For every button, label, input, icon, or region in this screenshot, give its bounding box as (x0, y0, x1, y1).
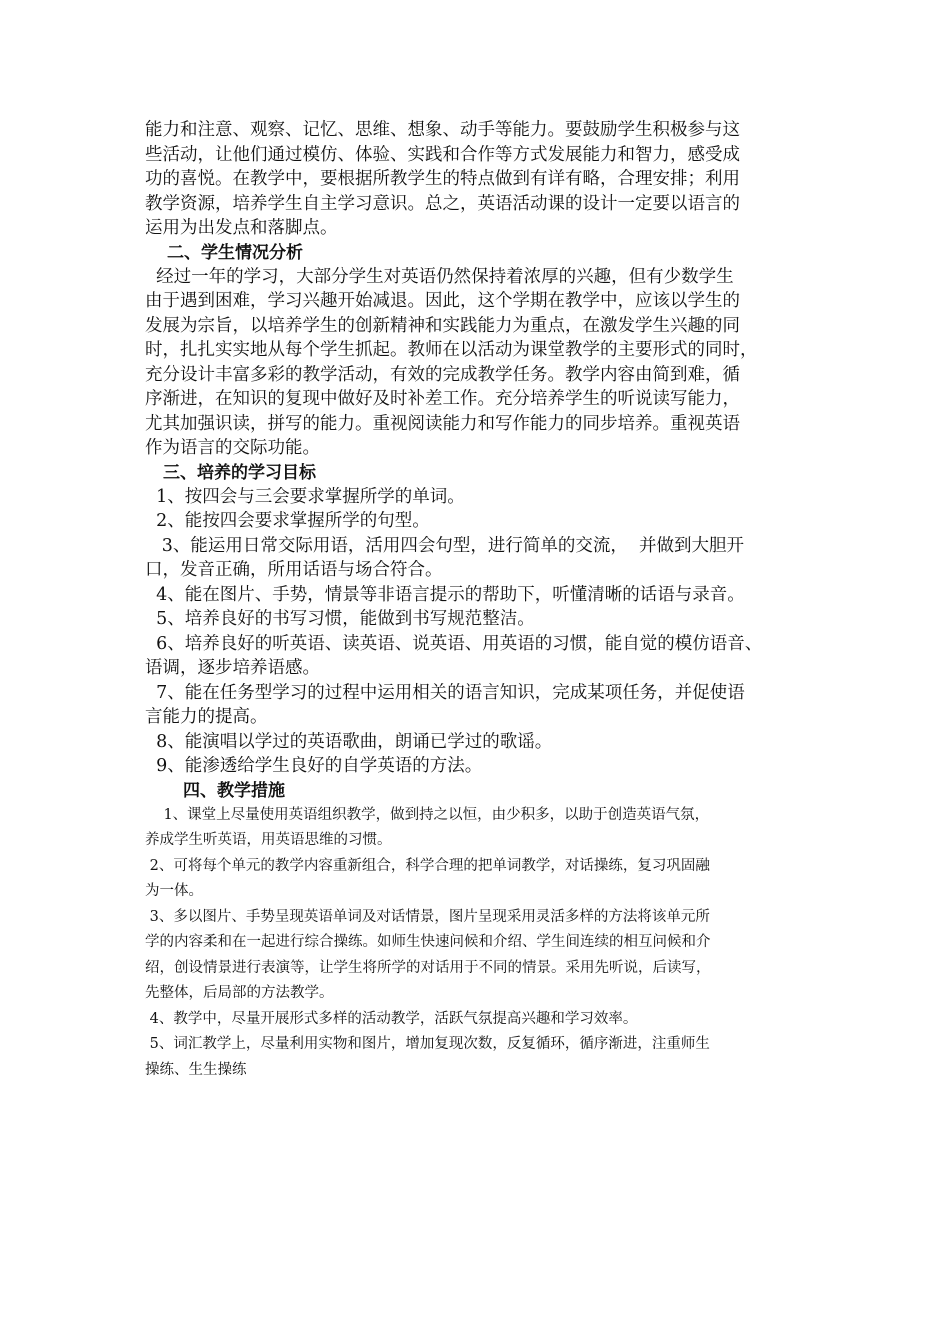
text-line: 由于遇到困难，学习兴趣开始减退。因此，这个学期在教学中，应该以学生的 (145, 291, 740, 311)
list-item: 操练、生生操练 (145, 1061, 247, 1078)
list-item: 2、可将每个单元的教学内容重新组合，科学合理的把单词教学，对话操练，复习巩固融 (145, 857, 710, 874)
list-item: 语调，逐步培养语感。 (145, 658, 320, 678)
list-item: 绍，创设情景进行表演等，让学生将所学的对话用于不同的情景。采用先听说，后读写， (145, 959, 711, 976)
list-item: 2、能按四会要求掌握所学的句型。 (145, 511, 430, 531)
list-item: 8、能演唱以学过的英语歌曲，朗诵已学过的歌谣。 (145, 731, 553, 752)
section-heading-teaching-measures: 四、教学措施 (183, 780, 285, 801)
text-line: 序渐进，在知识的复现中做好及时补差工作。充分培养学生的听说读写能力， (145, 389, 740, 409)
text-line: 经过一年的学习，大部分学生对英语仍然保持着浓厚的兴趣，但有少数学生 (145, 266, 734, 287)
document-page (145, 118, 825, 1083)
list-item: 言能力的提高。 (145, 707, 268, 727)
list-item: 先整体，后局部的方法教学。 (145, 985, 334, 1001)
list-item: 6、培养良好的听英语、读英语、说英语、用英语的习惯，能自觉的模仿语音、 (145, 633, 763, 654)
list-item: 学的内容柔和在一起进行综合操练。如师生快速问候和介绍、学生间连续的相互问候和介 (145, 934, 711, 950)
text-line: 时，扎扎实实地从每个学生抓起。教师在以活动为课堂教学的主要形式的同时， (145, 340, 758, 360)
list-item: 3、多以图片、手势呈现英语单词及对话情景，图片呈现采用灵活多样的方法将该单元所 (145, 908, 710, 925)
text-line: 功的喜悦。在教学中，要根据所教学生的特点做到有详有略，合理安排；利用 (145, 169, 740, 189)
list-item: 4、能在图片、手势，情景等非语言提示的帮助下，听懂清晰的话语与录音。 (145, 584, 745, 605)
text-line: 发展为宗旨，以培养学生的创新精神和实践能力为重点，在激发学生兴趣的同 (145, 315, 740, 336)
text-line: 些活动，让他们通过模仿、体验、实践和合作等方式发展能力和智力，感受成 (145, 144, 740, 165)
list-item: 养成学生听英语，用英语思维的习惯。 (145, 832, 392, 848)
text-line: 作为语言的交际功能。 (145, 438, 320, 458)
section-heading-student-analysis: 二、学生情况分析 (167, 242, 303, 263)
section-heading-learning-goals: 三、培养的学习目标 (163, 462, 316, 483)
list-item: 3、能运用日常交际用语，活用四会句型，进行简单的交流， 并做到大胆开 (145, 535, 744, 556)
list-item: 9、能渗透给学生良好的自学英语的方法。 (145, 756, 483, 776)
text-line: 尤其加强识读，拼写的能力。重视阅读能力和写作能力的同步培养。重视英语 (145, 413, 740, 434)
text-line: 运用为出发点和落脚点。 (145, 218, 338, 238)
text-line: 教学资源，培养学生自主学习意识。总之，英语活动课的设计一定要以语言的 (145, 193, 740, 214)
student-analysis-paragraph (145, 265, 825, 461)
list-item: 4、教学中，尽量开展形式多样的活动教学，活跃气氛提高兴趣和学习效率。 (145, 1010, 638, 1027)
list-item: 5、培养良好的书写习惯，能做到书写规范整洁。 (145, 609, 535, 629)
list-item: 为一体。 (145, 883, 203, 899)
text-line: 能力和注意、观察、记忆、思维、想象、动手等能力。要鼓励学生积极参与这 (145, 120, 740, 140)
intro-paragraph (145, 118, 825, 241)
list-item: 7、能在任务型学习的过程中运用相关的语言知识，完成某项任务，并促使语 (145, 682, 745, 703)
teaching-measures-list (145, 803, 825, 1084)
learning-goals-list (145, 485, 825, 779)
list-item: 5、词汇教学上，尽量利用实物和图片，增加复现次数，反复循环，循序渐进，注重师生 (145, 1036, 710, 1052)
list-item: 1、课堂上尽量使用英语组织教学，做到持之以恒，由少积多，以助于创造英语气氛， (145, 806, 710, 823)
list-item: 1、按四会与三会要求掌握所学的单词。 (145, 486, 465, 507)
list-item: 口，发音正确，所用话语与场合符合。 (145, 560, 443, 580)
text-line: 充分设计丰富多彩的教学活动，有效的完成教学任务。教学内容由简到难，循 (145, 364, 740, 385)
